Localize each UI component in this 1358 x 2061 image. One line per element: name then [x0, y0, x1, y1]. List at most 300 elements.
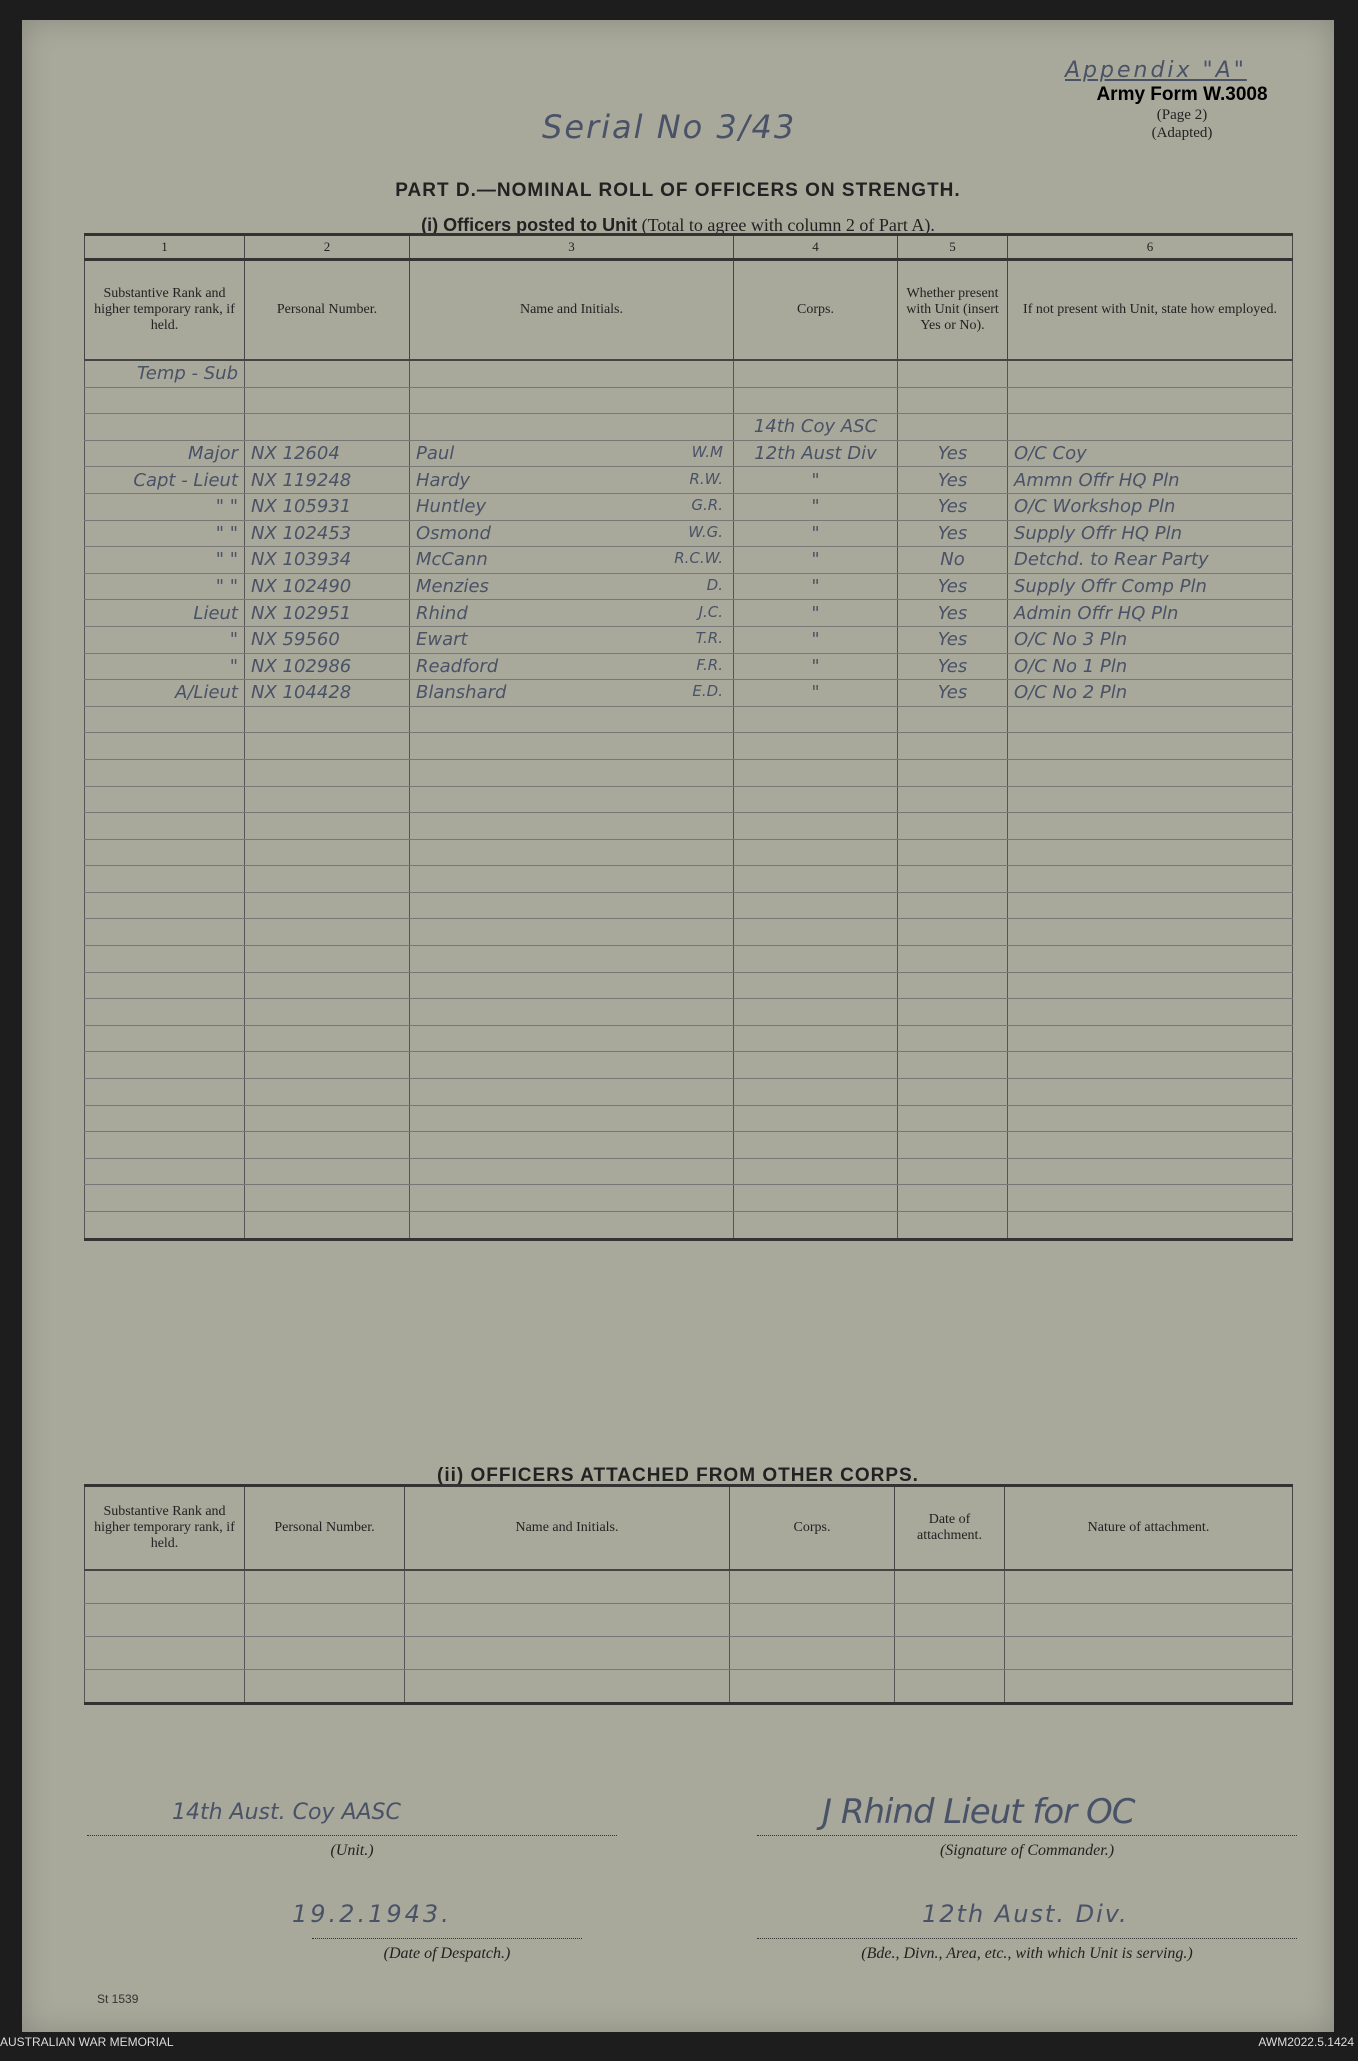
rank-cell: Temp - Sub	[85, 360, 245, 387]
table-row	[85, 626, 1293, 653]
rank-cell: "	[85, 653, 245, 680]
rank-cell	[85, 999, 245, 1026]
employment-cell: Supply Offr HQ Pln	[1008, 520, 1293, 547]
attached-cell	[85, 1570, 245, 1604]
rank-cell	[85, 733, 245, 760]
table-row	[85, 1604, 1293, 1637]
header-employment: If not present with Unit, state how employed.	[1008, 260, 1293, 361]
personal-number-cell: NX 12604	[245, 440, 410, 467]
personal-number-cell	[245, 839, 410, 866]
stock-number: St 1539	[97, 1992, 139, 2006]
attached-cell	[730, 1637, 895, 1670]
header-present: Whether present with Unit (insert Yes or No).	[898, 260, 1008, 361]
name-cell	[410, 387, 734, 414]
table-row	[85, 892, 1293, 919]
rank-cell: Major	[85, 440, 245, 467]
initials: E.D.	[692, 682, 723, 701]
initials: G.R.	[691, 496, 723, 515]
personal-number-cell: NX 102986	[245, 653, 410, 680]
employment-cell	[1008, 946, 1293, 973]
surname: Osmond	[416, 522, 491, 544]
present-cell: Yes	[898, 493, 1008, 520]
table-row	[85, 813, 1293, 840]
attached-cell	[405, 1637, 730, 1670]
attached-cell	[85, 1670, 245, 1704]
personal-number-cell: NX 102951	[245, 600, 410, 627]
surname: Huntley	[416, 496, 487, 518]
table-row	[85, 493, 1293, 520]
name-cell	[410, 467, 734, 494]
employment-cell	[1008, 839, 1293, 866]
present-cell	[898, 919, 1008, 946]
employment-cell: O/C Coy	[1008, 440, 1293, 467]
name-cell	[410, 972, 734, 999]
present-cell	[898, 360, 1008, 387]
present-cell	[898, 1158, 1008, 1185]
employment-cell: O/C No 3 Pln	[1008, 626, 1293, 653]
employment-cell: O/C Workshop Pln	[1008, 493, 1293, 520]
rank-cell	[85, 1105, 245, 1132]
signature-caption: (Signature of Commander.)	[939, 1842, 1115, 1859]
appendix-label: Appendix "A"	[1065, 58, 1247, 83]
corps-cell	[734, 1052, 898, 1079]
employment-cell	[1008, 706, 1293, 733]
commander-signature: J Rhind Lieut for OC	[822, 1792, 1135, 1832]
column-number: 6	[1008, 235, 1293, 260]
corps-cell	[734, 839, 898, 866]
name-cell	[410, 813, 734, 840]
name-cell	[410, 706, 734, 733]
table-row	[85, 706, 1293, 733]
employment-cell	[1008, 387, 1293, 414]
signature-line	[757, 1835, 1297, 1836]
personal-number-cell	[245, 706, 410, 733]
corps-cell	[734, 1212, 898, 1240]
present-cell	[898, 946, 1008, 973]
present-cell	[898, 1079, 1008, 1106]
name-cell	[410, 786, 734, 813]
personal-number-cell: NX 59560	[245, 626, 410, 653]
attached-cell	[245, 1637, 405, 1670]
initials: F.R.	[696, 655, 723, 674]
present-cell: Yes	[898, 440, 1008, 467]
personal-number-cell	[245, 360, 410, 387]
name-cell	[410, 919, 734, 946]
table-row	[85, 733, 1293, 760]
corps-cell: "	[734, 520, 898, 547]
name-cell	[410, 946, 734, 973]
present-cell	[898, 733, 1008, 760]
present-cell	[898, 414, 1008, 441]
name-cell	[410, 733, 734, 760]
corps-cell	[734, 1025, 898, 1052]
employment-cell	[1008, 813, 1293, 840]
table-row	[85, 1570, 1293, 1604]
name-cell	[410, 866, 734, 893]
present-cell: Yes	[898, 573, 1008, 600]
corps-cell: 14th Coy ASC	[734, 414, 898, 441]
present-cell	[898, 1212, 1008, 1240]
table-row	[85, 467, 1293, 494]
corps-cell	[734, 786, 898, 813]
attached-cell	[730, 1604, 895, 1637]
present-cell	[898, 1132, 1008, 1159]
corps-cell: "	[734, 653, 898, 680]
rank-cell	[85, 1132, 245, 1159]
present-cell	[898, 1052, 1008, 1079]
present-cell: Yes	[898, 626, 1008, 653]
present-cell	[898, 972, 1008, 999]
table-row	[85, 786, 1293, 813]
attached-header-row	[85, 1486, 1293, 1571]
initials: W.G.	[688, 522, 723, 541]
column-number: 4	[734, 235, 898, 260]
corps-cell	[734, 892, 898, 919]
corps-cell: "	[734, 467, 898, 494]
initials: T.R.	[695, 629, 723, 648]
personal-number-cell: NX 104428	[245, 680, 410, 707]
table-row	[85, 866, 1293, 893]
initials: W.M	[691, 443, 723, 462]
corps-cell	[734, 733, 898, 760]
table-row	[85, 440, 1293, 467]
personal-number-cell	[245, 1185, 410, 1212]
attached-cell	[85, 1604, 245, 1637]
rank-cell	[85, 387, 245, 414]
header-personal-number: Personal Number.	[245, 260, 410, 361]
employment-cell	[1008, 1185, 1293, 1212]
present-cell	[898, 706, 1008, 733]
header-name: Name and Initials.	[410, 260, 734, 361]
rank-cell: " "	[85, 493, 245, 520]
table-row	[85, 1052, 1293, 1079]
attached-cell	[1005, 1637, 1293, 1670]
employment-cell	[1008, 1079, 1293, 1106]
attached-cell	[245, 1670, 405, 1704]
column-number: 5	[898, 235, 1008, 260]
nominal-roll-table	[84, 233, 1293, 1241]
present-cell: No	[898, 547, 1008, 574]
attached-cell	[245, 1570, 405, 1604]
initials: R.C.W.	[674, 549, 723, 568]
table-row	[85, 600, 1293, 627]
name-cell	[410, 520, 734, 547]
table-row	[85, 387, 1293, 414]
personal-number-cell: NX 103934	[245, 547, 410, 574]
table-row	[85, 520, 1293, 547]
attached-cell	[1005, 1670, 1293, 1704]
present-cell	[898, 786, 1008, 813]
surname: Ewart	[416, 629, 468, 651]
corps-cell	[734, 1079, 898, 1106]
table-row	[85, 653, 1293, 680]
corps-cell	[734, 946, 898, 973]
corps-cell	[734, 866, 898, 893]
employment-cell: Ammn Offr HQ Pln	[1008, 467, 1293, 494]
personal-number-cell	[245, 1025, 410, 1052]
employment-cell	[1008, 866, 1293, 893]
personal-number-cell	[245, 414, 410, 441]
column-number-row	[85, 235, 1293, 260]
table-row	[85, 1212, 1293, 1240]
initials: R.W.	[689, 469, 723, 488]
name-cell	[410, 547, 734, 574]
present-cell	[898, 892, 1008, 919]
attached-cell	[895, 1604, 1005, 1637]
corps-cell: "	[734, 680, 898, 707]
corps-cell: "	[734, 493, 898, 520]
employment-cell	[1008, 919, 1293, 946]
personal-number-cell	[245, 1158, 410, 1185]
name-cell	[410, 1105, 734, 1132]
table-row	[85, 573, 1293, 600]
table-row	[85, 1185, 1293, 1212]
employment-cell	[1008, 360, 1293, 387]
surname: Hardy	[416, 469, 471, 491]
rank-cell	[85, 919, 245, 946]
employment-cell	[1008, 786, 1293, 813]
name-cell	[410, 1052, 734, 1079]
surname: McCann	[416, 549, 488, 571]
date-line	[312, 1938, 582, 1939]
attached-officers-body	[85, 1570, 1293, 1704]
employment-cell	[1008, 972, 1293, 999]
attached-header-corps: Corps.	[730, 1486, 895, 1571]
attached-cell	[1005, 1570, 1293, 1604]
rank-cell: " "	[85, 520, 245, 547]
name-cell	[410, 360, 734, 387]
name-cell	[410, 1132, 734, 1159]
corps-cell	[734, 360, 898, 387]
rank-cell: A/Lieut	[85, 680, 245, 707]
corps-cell	[734, 1132, 898, 1159]
rank-cell	[85, 1158, 245, 1185]
table-row	[85, 1670, 1293, 1704]
form-page	[22, 20, 1334, 2032]
personal-number-cell	[245, 759, 410, 786]
personal-number-cell	[245, 1079, 410, 1106]
personal-number-cell: NX 105931	[245, 493, 410, 520]
rank-cell	[85, 786, 245, 813]
employment-cell	[1008, 1052, 1293, 1079]
corps-cell: "	[734, 547, 898, 574]
rank-cell: " "	[85, 547, 245, 574]
attached-header-rank: Substantive Rank and higher temporary rank, if held.	[85, 1486, 245, 1571]
attached-cell	[1005, 1604, 1293, 1637]
present-cell	[898, 759, 1008, 786]
employment-cell	[1008, 1132, 1293, 1159]
personal-number-cell	[245, 999, 410, 1026]
surname: Paul	[416, 443, 455, 465]
employment-cell	[1008, 414, 1293, 441]
name-cell	[410, 759, 734, 786]
corps-cell	[734, 919, 898, 946]
name-cell	[410, 999, 734, 1026]
name-cell	[410, 1025, 734, 1052]
attached-title: (ii) OFFICERS ATTACHED FROM OTHER CORPS.	[437, 1465, 919, 1486]
attached-cell	[405, 1570, 730, 1604]
corps-cell: "	[734, 600, 898, 627]
table-row	[85, 759, 1293, 786]
rank-cell	[85, 414, 245, 441]
unit-line	[87, 1835, 617, 1836]
table-row	[85, 680, 1293, 707]
employment-cell: Supply Offr Comp Pln	[1008, 573, 1293, 600]
employment-cell	[1008, 733, 1293, 760]
name-cell	[410, 493, 734, 520]
part-d-subtitle-bold: (i) Officers posted to Unit	[421, 215, 638, 235]
rank-cell: Capt - Lieut	[85, 467, 245, 494]
employment-cell: Admin Offr HQ Pln	[1008, 600, 1293, 627]
credit-left: AUSTRALIAN WAR MEMORIAL	[0, 2035, 174, 2049]
employment-cell: Detchd. to Rear Party	[1008, 547, 1293, 574]
personal-number-cell	[245, 946, 410, 973]
form-adapted-note: (Adapted)	[1151, 125, 1213, 141]
employment-cell	[1008, 1105, 1293, 1132]
personal-number-cell: NX 102453	[245, 520, 410, 547]
credit-right: AWM2022.5.1424	[1258, 2035, 1354, 2049]
corps-cell	[734, 706, 898, 733]
table-row	[85, 414, 1293, 441]
personal-number-cell	[245, 733, 410, 760]
present-cell: Yes	[898, 680, 1008, 707]
present-cell	[898, 866, 1008, 893]
corps-cell	[734, 1185, 898, 1212]
table-row	[85, 919, 1293, 946]
table-row	[85, 1025, 1293, 1052]
present-cell: Yes	[898, 600, 1008, 627]
rank-cell	[85, 1185, 245, 1212]
rank-cell	[85, 1212, 245, 1240]
date-caption: (Date of Despatch.)	[383, 1945, 511, 1962]
corps-cell	[734, 759, 898, 786]
name-cell	[410, 626, 734, 653]
attached-cell	[895, 1670, 1005, 1704]
employment-cell	[1008, 1212, 1293, 1240]
name-cell	[410, 1158, 734, 1185]
present-cell: Yes	[898, 520, 1008, 547]
table-row	[85, 1079, 1293, 1106]
form-number: Army Form W.3008	[1096, 84, 1268, 105]
personal-number-cell	[245, 1212, 410, 1240]
rank-cell	[85, 892, 245, 919]
initials: J.C.	[698, 602, 723, 621]
present-cell	[898, 1105, 1008, 1132]
rank-cell	[85, 1025, 245, 1052]
personal-number-cell	[245, 786, 410, 813]
corps-cell	[734, 813, 898, 840]
table-row	[85, 999, 1293, 1026]
surname: Rhind	[416, 602, 468, 624]
personal-number-cell	[245, 866, 410, 893]
name-cell	[410, 600, 734, 627]
table-row	[85, 972, 1293, 999]
present-cell	[898, 999, 1008, 1026]
present-cell	[898, 813, 1008, 840]
surname: Menzies	[416, 576, 489, 598]
name-cell	[410, 573, 734, 600]
rank-cell	[85, 1079, 245, 1106]
header-rank: Substantive Rank and higher temporary rank, if held.	[85, 260, 245, 361]
table-row	[85, 1158, 1293, 1185]
part-d-title: PART D.—NOMINAL ROLL OF OFFICERS ON STRENGTH.	[395, 180, 961, 201]
employment-cell	[1008, 892, 1293, 919]
name-cell	[410, 1212, 734, 1240]
name-cell	[410, 1079, 734, 1106]
present-cell: Yes	[898, 653, 1008, 680]
table-row	[85, 839, 1293, 866]
formation-value: 12th Aust. Div.	[922, 1900, 1129, 1928]
personal-number-cell	[245, 972, 410, 999]
rank-cell	[85, 866, 245, 893]
employment-cell	[1008, 999, 1293, 1026]
personal-number-cell: NX 102490	[245, 573, 410, 600]
employment-cell: O/C No 1 Pln	[1008, 653, 1293, 680]
formation-caption: (Bde., Divn., Area, etc., with which Unit is serving.)	[861, 1945, 1193, 1962]
present-cell: Yes	[898, 467, 1008, 494]
column-number: 2	[245, 235, 410, 260]
corps-cell: 12th Aust Div	[734, 440, 898, 467]
attached-cell	[405, 1670, 730, 1704]
personal-number-cell	[245, 1132, 410, 1159]
name-cell	[410, 680, 734, 707]
rank-cell	[85, 759, 245, 786]
employment-cell	[1008, 1158, 1293, 1185]
attached-cell	[730, 1570, 895, 1604]
column-header-row	[85, 260, 1293, 361]
personal-number-cell	[245, 813, 410, 840]
surname: Blanshard	[416, 682, 507, 704]
initials: D.	[706, 576, 723, 595]
table-row	[85, 946, 1293, 973]
nominal-roll-body	[85, 360, 1293, 1239]
rank-cell	[85, 706, 245, 733]
rank-cell: Lieut	[85, 600, 245, 627]
despatch-date-value: 19.2.1943.	[292, 1900, 452, 1928]
table-row	[85, 360, 1293, 387]
corps-cell	[734, 1158, 898, 1185]
name-cell	[410, 653, 734, 680]
employment-cell	[1008, 759, 1293, 786]
header-corps: Corps.	[734, 260, 898, 361]
rank-cell	[85, 946, 245, 973]
unit-value: 14th Aust. Coy AASC	[172, 1800, 401, 1825]
attached-header-personal-number: Personal Number.	[245, 1486, 405, 1571]
personal-number-cell	[245, 1052, 410, 1079]
employment-cell: O/C No 2 Pln	[1008, 680, 1293, 707]
column-number: 3	[410, 235, 734, 260]
rank-cell	[85, 839, 245, 866]
personal-number-cell	[245, 387, 410, 414]
serial-number: Serial No 3/43	[542, 108, 797, 146]
rank-cell	[85, 1052, 245, 1079]
table-row	[85, 1105, 1293, 1132]
rank-cell	[85, 813, 245, 840]
attached-officers-table	[84, 1484, 1293, 1705]
present-cell	[898, 839, 1008, 866]
name-cell	[410, 1185, 734, 1212]
unit-caption: (Unit.)	[330, 1842, 374, 1859]
employment-cell	[1008, 1025, 1293, 1052]
formation-line	[757, 1938, 1297, 1939]
rank-cell	[85, 972, 245, 999]
personal-number-cell	[245, 1105, 410, 1132]
table-row	[85, 547, 1293, 574]
rank-cell: "	[85, 626, 245, 653]
name-cell	[410, 440, 734, 467]
column-number: 1	[85, 235, 245, 260]
corps-cell	[734, 1105, 898, 1132]
